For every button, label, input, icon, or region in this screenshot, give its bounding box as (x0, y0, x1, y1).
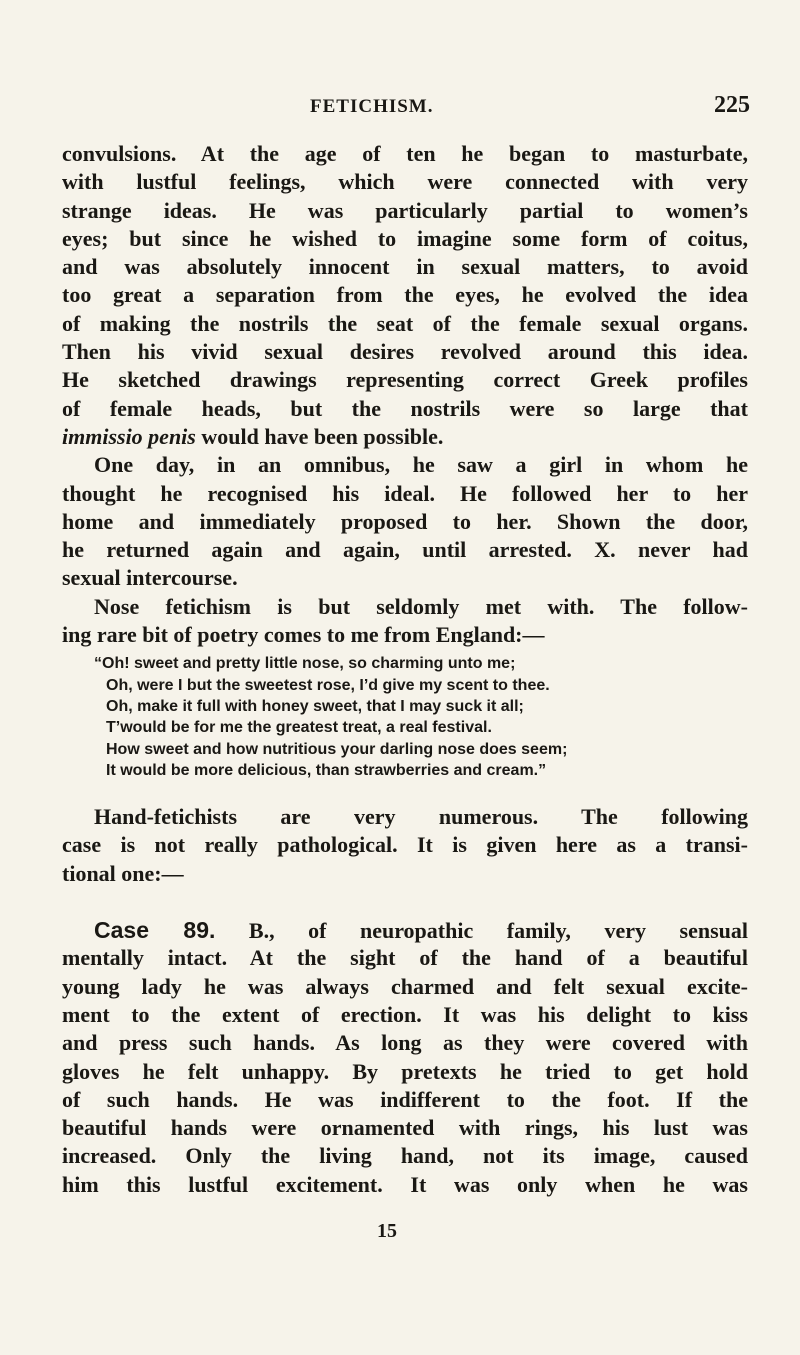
text-line: beautiful hands were ornamented with rings, his lust was (62, 1115, 748, 1141)
poem-line: It would be more delicious, than strawberries and cream.” (106, 761, 547, 779)
text-line: and press such hands. As long as they were covered with (62, 1030, 748, 1056)
paragraph-omnibus (62, 451, 748, 592)
text-line: and was absolutely innocent in sexual matters, to avoid (62, 254, 748, 280)
text-line: convulsions. At the age of ten he began to masturbate, (62, 141, 748, 166)
text-line: young lady he was always charmed and felt sexual excite- (62, 973, 748, 999)
page-number: 225 (714, 92, 750, 118)
poem-line: Oh, make it full with honey sweet, that I may suck it all; (106, 697, 524, 715)
poem-block (62, 653, 748, 781)
text-fragment: B., of neuropathic family, very sensual (215, 918, 748, 944)
signature-mark: 15 (377, 1220, 397, 1242)
section-gap (62, 888, 748, 916)
text-line: mentally intact. At the sight of the hand of a beautiful (62, 945, 748, 971)
text-line: Hand-fetichists are very numerous. The following (94, 804, 748, 830)
text-line: he returned again and again, until arrested. X. never had (62, 537, 748, 563)
text-line: case is not really pathological. It is given here as a transi- (62, 832, 748, 858)
poem-line: “Oh! sweet and pretty little nose, so charming unto me; (94, 655, 516, 673)
poem-line: How sweet and how nutritious your darling nose does seem; (106, 740, 568, 758)
text-line: increased. Only the living hand, not its image, caused (62, 1143, 748, 1169)
text-line: thought he recognised his ideal. He followed her to her (62, 480, 748, 506)
text-line: tional one:— (62, 860, 184, 886)
text-line: eyes; but since he wished to imagine some form of coitus, (62, 225, 748, 251)
latin-term: immissio penis (62, 423, 196, 449)
text-line: Then his vivid sexual desires revolved around this idea. (62, 339, 748, 365)
paragraph-hand-fetichists (62, 803, 748, 888)
paragraph-continuation (62, 140, 748, 451)
text-line: He sketched drawings representing correct Greek profiles (62, 367, 748, 393)
text-line: ment to the extent of erection. It was his delight to kiss (62, 1001, 748, 1027)
text-line: of making the nostrils the seat of the female sexual organs. (62, 310, 748, 336)
text-line: sexual intercourse. (62, 565, 238, 591)
text-line: strange ideas. He was particularly partial to women’s (62, 197, 748, 223)
text-line (62, 423, 748, 451)
paragraph-nose-fetichism (62, 593, 748, 650)
poem-line: T’would be for me the greatest treat, a real festival. (106, 719, 492, 737)
case-heading: Case 89. (94, 917, 216, 944)
poem-line: Oh, were I but the sweetest rose, I’d give my scent to thee. (106, 676, 550, 694)
body-text (62, 140, 748, 1199)
paragraph-case-89 (62, 916, 748, 1199)
page-header (62, 92, 750, 126)
text-line: Nose fetichism is but seldomly met with. The follow- (94, 593, 748, 619)
text-line: ing rare bit of poetry comes to me from England:— (62, 622, 545, 648)
text-fragment: would have been possible. (195, 423, 444, 449)
text-line: gloves he felt unhappy. By pretexts he tried to get hold (62, 1058, 748, 1084)
running-head: FETICHISM. (310, 96, 434, 117)
text-line: him this lustful excitement. It was only when he was (62, 1171, 748, 1197)
text-line (62, 916, 748, 944)
text-line: One day, in an omnibus, he saw a girl in whom he (94, 452, 748, 478)
text-line: with lustful feelings, which were connected with very (62, 169, 748, 195)
text-line: of such hands. He was indifferent to the foot. If the (62, 1086, 748, 1112)
text-line: home and immediately proposed to her. Shown the door, (62, 508, 748, 534)
text-line: of female heads, but the nostrils were so large that (62, 395, 748, 421)
text-line: too great a separation from the eyes, he evolved the idea (62, 282, 748, 308)
